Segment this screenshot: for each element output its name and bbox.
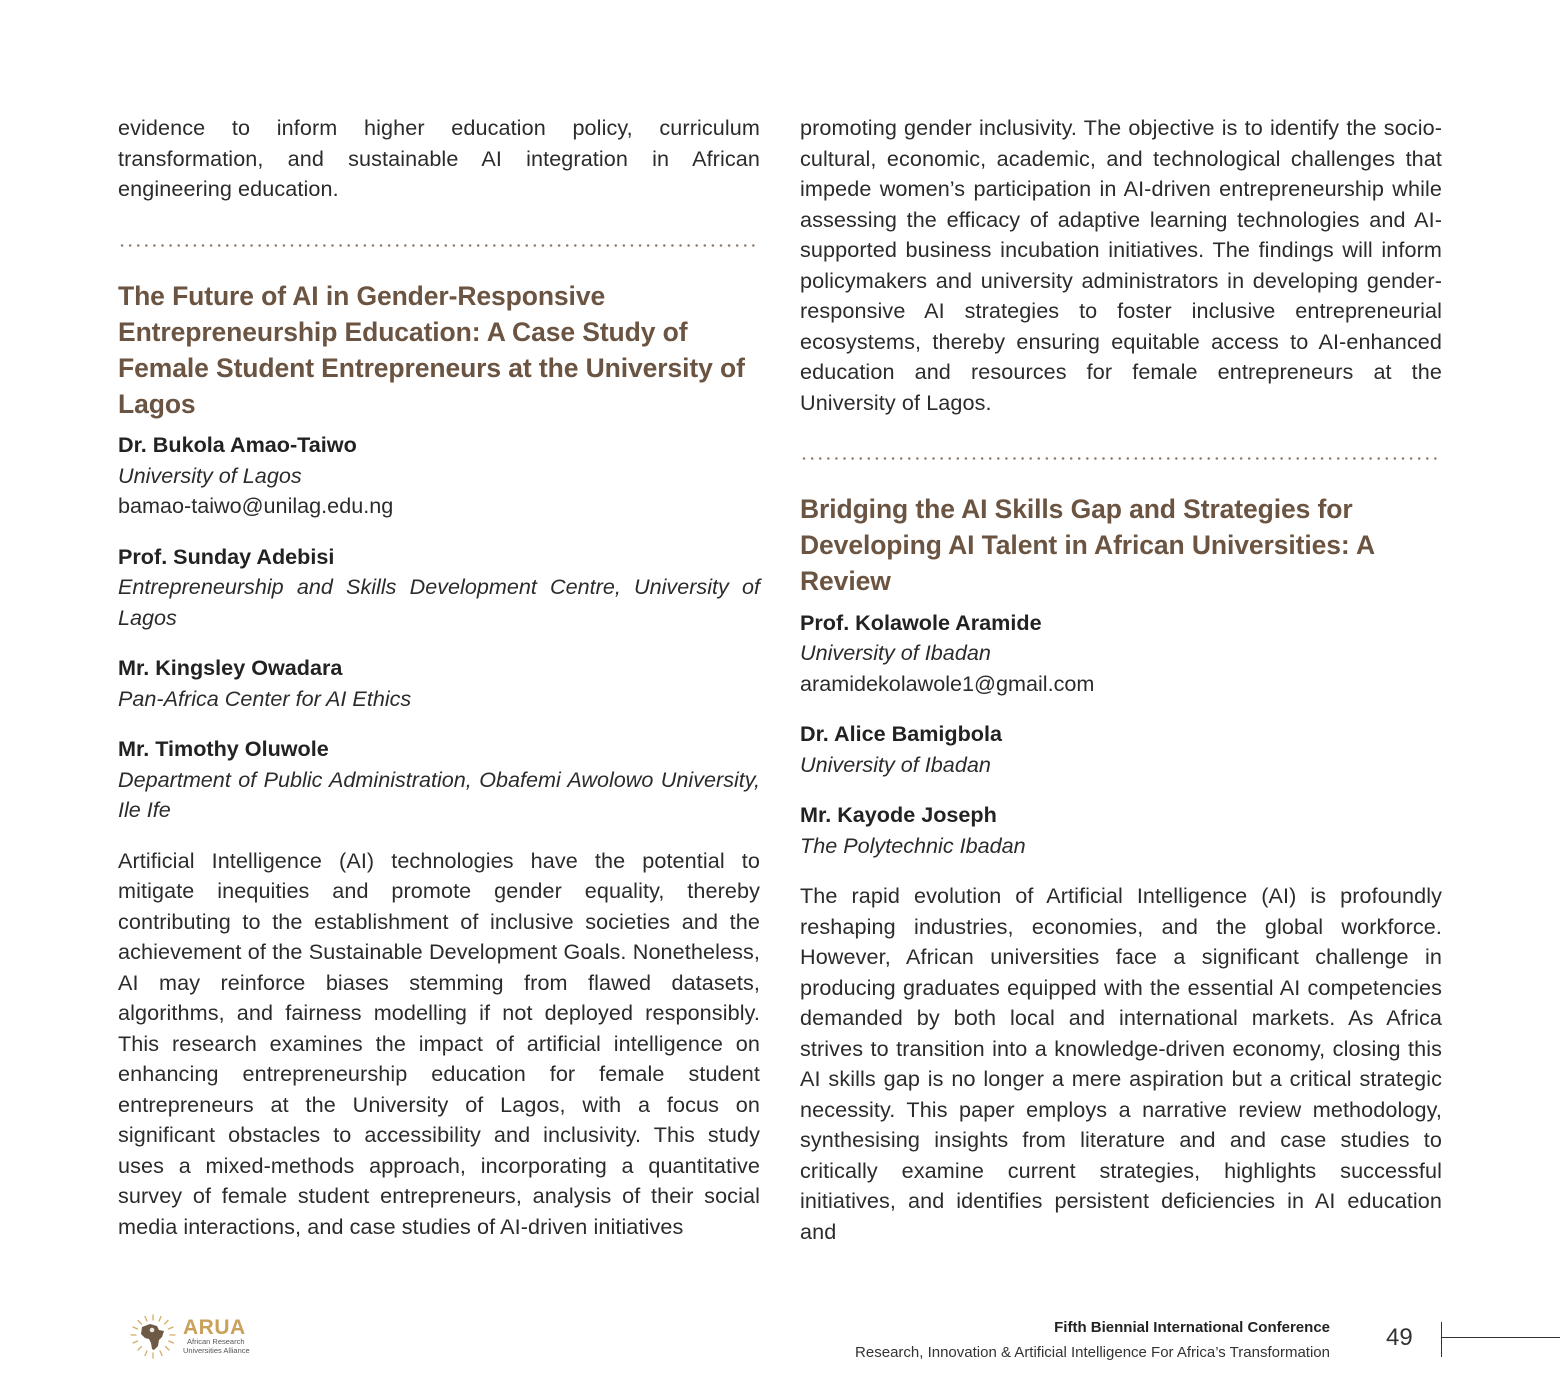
dotted-separator bbox=[800, 457, 1442, 460]
logo-text bbox=[183, 1318, 250, 1355]
author-entry bbox=[800, 608, 1442, 700]
author-entry bbox=[118, 430, 760, 522]
author-name: Prof. Sunday Adebisi bbox=[118, 543, 335, 569]
footer-conference-info bbox=[855, 1318, 1330, 1364]
author-name: Prof. Kolawole Aramide bbox=[800, 609, 1042, 635]
author-name: Dr. Alice Bamigbola bbox=[800, 721, 1002, 747]
author-email[interactable]: aramidekolawole1@gmail.com bbox=[800, 670, 1095, 696]
paper-abstract: Artificial Intelligence (AI) technologies have the potential to mitigate inequities and promote gender equality, thereby contributing to the establishment of inclusive societies and the achievement of the Sustainable Development Goals. Nonetheless, AI may reinforce biases stemming from flawed datasets, algorithms, and fairness modelling if not deployed responsibly. This research examines the impact of artificial intelligence on enhancing entrepreneurship education for female student entrepreneurs at the University of Lagos, with a focus on significant obstacles to accessibility and inclusivity. This study uses a mixed-methods approach, incorporating a quantitative survey of female student entrepreneurs, analysis of their social media interactions, and case studies of AI-driven initiatives bbox=[118, 847, 760, 1239]
page-number: 49 bbox=[1386, 1324, 1413, 1351]
continued-paragraph: promoting gender inclusivity. The objective is to identify the socio-cultural, economic, academic, and technological challenges that impede women’s participation in AI-driven entrepreneurship while assessing the efficacy of adaptive learning technologies and AI-supported business incubation initiatives. The findings will inform policymakers and university administrators in developing gender-responsive AI strategies to foster inclusive entrepreneurial ecosystems, thereby ensuring equitable access to AI-enhanced education and resources for female entrepreneurs at the University of Lagos. bbox=[800, 115, 1442, 415]
author-affiliation: University of Ibadan bbox=[800, 640, 991, 666]
arua-logo bbox=[128, 1312, 258, 1362]
right-column bbox=[800, 113, 1442, 1247]
author-entry bbox=[118, 542, 760, 634]
author-email[interactable]: bamao-taiwo@unilag.edu.ng bbox=[118, 493, 394, 519]
left-column bbox=[118, 113, 760, 1242]
author-affiliation: Pan-Africa Center for AI Ethics bbox=[118, 685, 412, 711]
author-name: Mr. Kingsley Owadara bbox=[118, 655, 343, 681]
paper-abstract: The rapid evolution of Artificial Intelligence (AI) is profoundly reshaping industries, economies, and the global workforce. However, African universities face a significant challenge in producing graduates equipped with the essential AI competencies demanded by both local and international markets. As Africa strives to transition into a knowledge-driven economy, closing this AI skills gap is no longer a mere aspiration but a critical strategic necessity. This paper employs a narrative review methodology, synthesising insights from literature and and case studies to critically examine current strategies, highlights successful initiatives, and identifies persistent deficiencies in AI education and bbox=[800, 883, 1442, 1244]
logo-wordmark: ARUA bbox=[183, 1316, 246, 1339]
author-name: Dr. Bukola Amao-Taiwo bbox=[118, 432, 357, 458]
author-list bbox=[118, 430, 760, 826]
author-entry bbox=[118, 734, 760, 826]
author-name: Mr. Timothy Oluwole bbox=[118, 736, 329, 762]
paper-title: The Future of AI in Gender-Responsive Entrepreneurship Education: A Case Study of Female Student Entrepreneurs at the University of Lagos bbox=[118, 280, 745, 420]
paper-title: Bridging the AI Skills Gap and Strategies for Developing AI Talent in African Universities: A Review bbox=[800, 494, 1374, 597]
africa-sunburst-logo-icon bbox=[128, 1312, 178, 1362]
dotted-separator bbox=[118, 244, 760, 247]
author-name: Mr. Kayode Joseph bbox=[800, 802, 997, 828]
page-marker-divider bbox=[1441, 1322, 1442, 1357]
author-affiliation: University of Lagos bbox=[118, 462, 302, 488]
conference-theme: Research, Innovation & Artificial Intelligence For Africa’s Transformation bbox=[855, 1344, 1330, 1361]
author-entry bbox=[118, 653, 760, 714]
logo-subtitle: Universities Alliance bbox=[183, 1345, 250, 1355]
author-list bbox=[800, 608, 1442, 862]
logo-subtitle: African Research bbox=[187, 1337, 245, 1346]
author-affiliation: The Polytechnic Ibadan bbox=[800, 832, 1026, 858]
author-affiliation: Department of Public Administration, Obafemi Awolowo University, Ile Ife bbox=[118, 766, 760, 823]
author-affiliation: Entrepreneurship and Skills Development Centre, University of Lagos bbox=[118, 574, 760, 630]
author-entry bbox=[800, 719, 1442, 780]
continued-paragraph: evidence to inform higher education policy, curriculum transformation, and sustainable AI integration in African engineering education. bbox=[118, 115, 760, 201]
conference-title: Fifth Biennial International Conference bbox=[1054, 1319, 1330, 1336]
author-entry bbox=[800, 800, 1442, 861]
author-affiliation: University of Ibadan bbox=[800, 751, 991, 777]
page-marker-rule bbox=[1441, 1337, 1560, 1338]
